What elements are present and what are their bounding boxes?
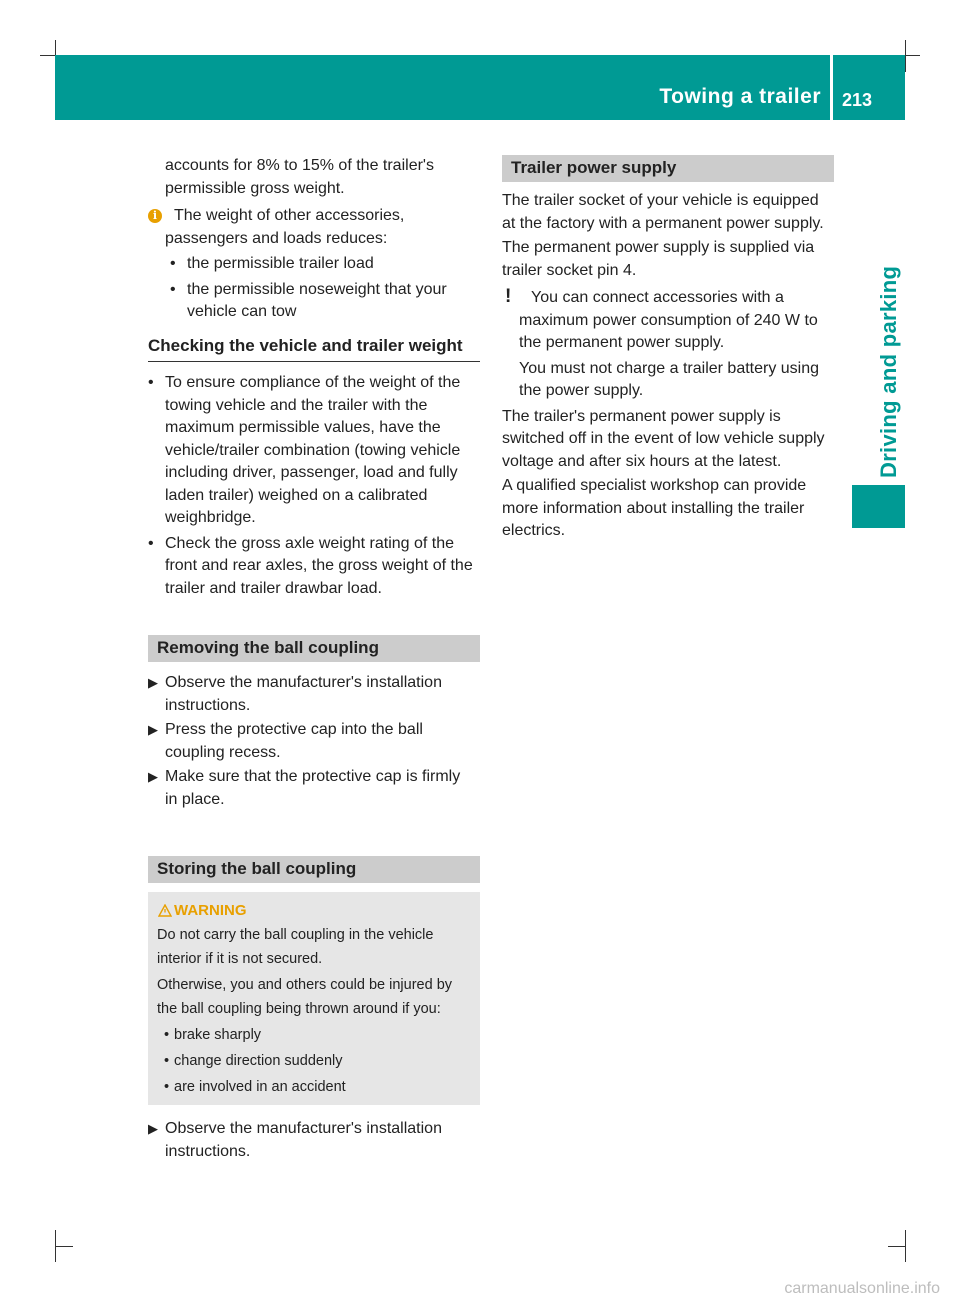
paragraph: The trailer socket of your vehicle is equipped at the factory with a permanent power supply.	[502, 192, 824, 232]
crop-mark	[905, 40, 906, 72]
paragraph: The permanent power supply is supplied via trailer socket pin 4.	[502, 239, 815, 279]
list-item: • change direction suddenly	[164, 1053, 343, 1069]
warning-text: Do not carry the ball coupling in the vehicle interior if it is not secured.	[157, 927, 434, 967]
watermark: carmanualsonline.info	[784, 1280, 940, 1297]
warning-box	[148, 892, 480, 1105]
step-item: ▶ Observe the manufacturer's installation instructions.	[148, 1120, 442, 1160]
info-note: i The weight of other accessories, passengers and loads reduces:	[148, 205, 480, 250]
step-item: ▶ Make sure that the protective cap is firmly in place.	[148, 768, 461, 808]
caution-note: ! You can connect accessories with a maximum power consumption of 240 W to the permanent power supply. You must not charge a trailer battery using the power supply.	[505, 286, 820, 399]
arrow-icon: ▶	[148, 1121, 158, 1136]
right-column	[502, 155, 834, 543]
arrow-icon: ▶	[148, 675, 158, 690]
info-icon: i	[148, 209, 162, 223]
list-item: • the permissible noseweight that your vehicle can tow	[170, 280, 447, 320]
list-item: • Check the gross axle weight rating of the front and rear axles, the gross weight of the trailer and trailer drawbar load.	[148, 534, 473, 597]
header-separator	[830, 55, 833, 120]
left-column	[148, 155, 480, 1163]
arrow-icon: ▶	[148, 722, 158, 737]
list-item: • brake sharply	[164, 1027, 262, 1043]
exclamation-icon: !	[505, 286, 512, 307]
page-number: 213	[842, 90, 873, 110]
page-header	[55, 55, 905, 120]
list-item: • To ensure compliance of the weight of the towing vehicle and the trailer with the maximum permissible values, have the vehicle/trailer combination (towing vehicle including driver, passenger, load and fully laden trailer) weighed on a calibrated weighbridge.	[148, 374, 461, 526]
paragraph: accounts for 8% to 15% of the trailer's permissible gross weight.	[165, 157, 434, 197]
side-tab-marker	[852, 485, 905, 528]
crop-mark	[888, 1246, 905, 1247]
crop-mark	[55, 1246, 73, 1247]
step-item: ▶ Press the protective cap into the ball coupling recess.	[148, 721, 423, 761]
warning-triangle-icon	[158, 904, 172, 917]
side-tab-label: Driving and parking	[876, 265, 901, 478]
list-item: • are involved in an accident	[164, 1079, 346, 1095]
section-heading-storing: Storing the ball coupling	[148, 856, 480, 883]
warning-title: WARNING	[174, 902, 247, 919]
arrow-icon: ▶	[148, 769, 158, 784]
crop-mark	[905, 1230, 906, 1262]
paragraph: The trailer's permanent power supply is switched off in the event of low vehicle supply voltage and after six hours at the latest.	[502, 407, 825, 470]
warning-text: Otherwise, you and others could be injured by the ball coupling being thrown around if you:	[157, 977, 453, 1017]
paragraph: A qualified specialist workshop can provide more information about installing the trailer electrics.	[502, 477, 807, 539]
page-title: Towing a trailer	[659, 85, 821, 108]
section-heading-power-supply: Trailer power supply	[502, 155, 834, 182]
step-item: ▶ Observe the manufacturer's installation instructions.	[148, 674, 442, 714]
section-heading-removing: Removing the ball coupling	[148, 635, 480, 662]
section-heading-checking: Checking the vehicle and trailer weight	[148, 335, 480, 363]
list-item: • the permissible trailer load	[170, 255, 374, 272]
